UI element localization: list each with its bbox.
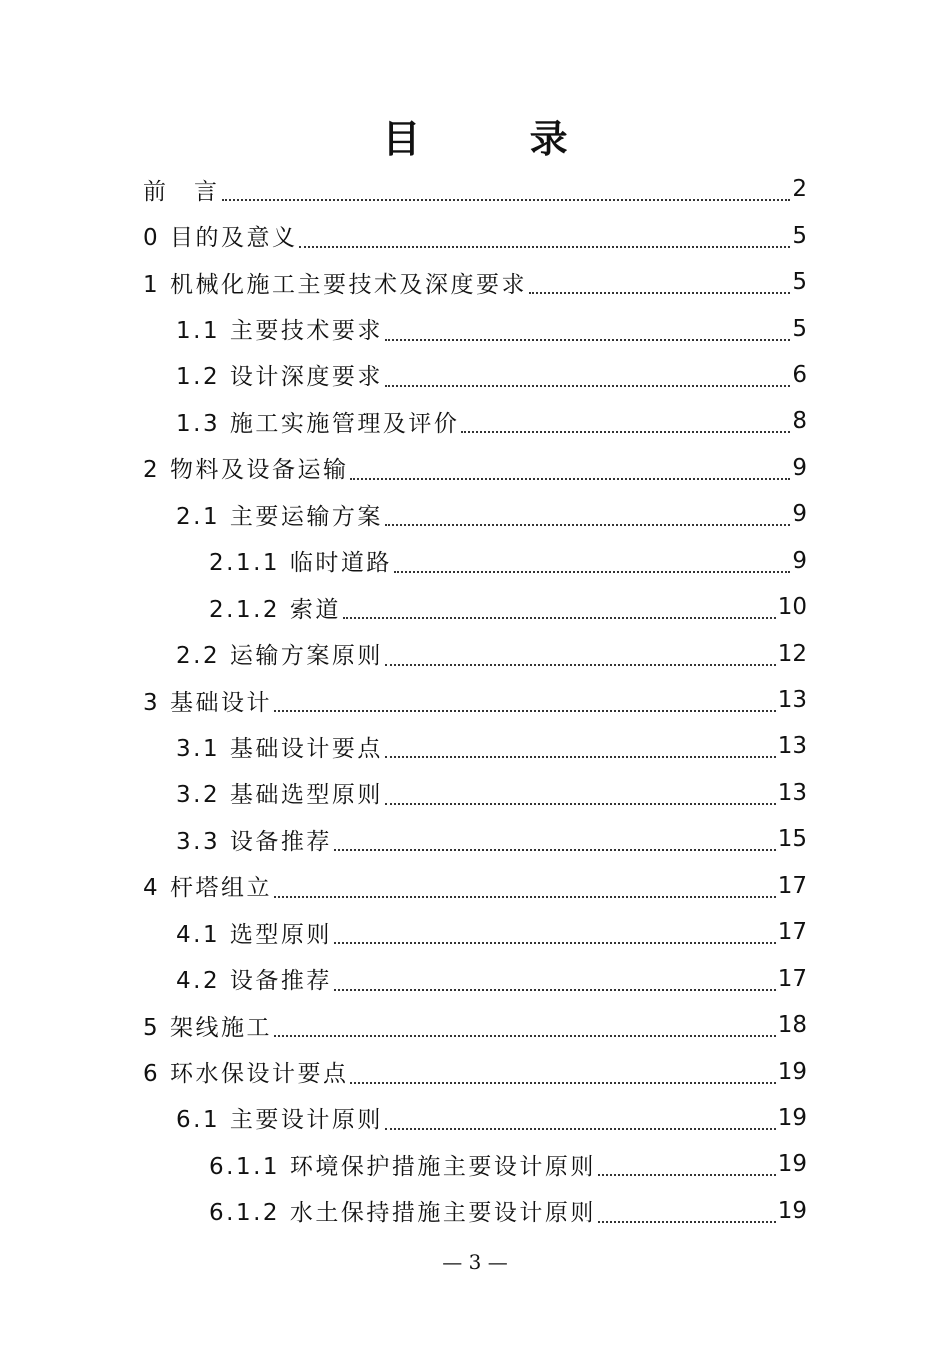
page-number-footer: — 3 — [442,1250,508,1274]
dot-leader [385,1116,776,1130]
toc-entry-label: 2.1.1 临时道路 [209,550,392,577]
toc-entry-page: 18 [777,1012,807,1039]
toc-entry-label: 2.1 主要运输方案 [176,503,383,530]
toc-entry-label: 2.2 运输方案原则 [176,643,383,670]
toc-entry-label: 前 言 [143,178,220,205]
toc-entry[interactable] [0,816,950,862]
toc-entry-label: 6.1.1 环境保护措施主要设计原则 [209,1153,596,1180]
dot-leader [385,744,776,758]
toc-entry-page: 8 [792,408,807,435]
toc-entry[interactable] [0,538,950,584]
toc-entry[interactable] [0,770,950,816]
dot-leader [394,559,791,573]
toc-entry[interactable] [0,909,950,955]
dot-leader [461,419,790,433]
toc-entry[interactable] [0,166,950,212]
toc-entry-label: 6.1 主要设计原则 [176,1107,383,1134]
dot-leader [385,327,790,341]
toc-entry-page: 13 [777,779,807,806]
toc-entry-label: 1.2 设计深度要求 [176,364,383,391]
toc-entry-page: 9 [792,454,807,481]
dot-leader [343,605,776,619]
toc-entry[interactable] [0,584,950,630]
toc-entry[interactable] [0,630,950,676]
toc-entry[interactable] [0,677,950,723]
toc-entry-label: 4.1 选型原则 [176,921,332,948]
dot-leader [274,884,776,898]
toc-entry[interactable] [0,1048,950,1094]
toc-entry[interactable] [0,1002,950,1048]
toc-entry-page: 2 [792,176,807,203]
toc-entry-page: 15 [777,826,807,853]
toc-entry-page: 5 [792,222,807,249]
toc-entry[interactable] [0,491,950,537]
toc-entry[interactable] [0,445,950,491]
toc-entry[interactable] [0,1141,950,1187]
toc-entry-label: 1 机械化施工主要技术及深度要求 [143,271,527,298]
toc-entry-page: 12 [777,640,807,667]
dot-leader [385,652,776,666]
toc-entry-page: 9 [792,547,807,574]
toc-entry[interactable] [0,398,950,444]
dot-leader [299,234,790,248]
dot-leader [334,837,776,851]
toc-entry-page: 13 [777,733,807,760]
dot-leader [598,1162,776,1176]
toc-entry-page: 10 [777,594,807,621]
toc-entry-label: 3.2 基础选型原则 [176,782,383,809]
toc-entry-page: 9 [792,501,807,528]
toc-entry-page: 17 [777,919,807,946]
toc-entry-label: 6 环水保设计要点 [143,1061,349,1088]
toc-entry-label: 3.3 设备推荐 [176,828,332,855]
toc-entry-label: 4.2 设备推荐 [176,968,332,995]
toc-entry-label: 2 物料及设备运输 [143,457,349,484]
toc-entry-page: 19 [777,1197,807,1224]
toc-entry[interactable] [0,955,950,1001]
toc-entry[interactable] [0,305,950,351]
dot-leader [350,1070,775,1084]
toc-entry-page: 5 [792,315,807,342]
toc-entry-page: 19 [777,1104,807,1131]
toc-entry-page: 5 [792,269,807,296]
dot-leader [385,373,790,387]
toc-entry-label: 4 杆塔组立 [143,875,272,902]
table-of-contents [0,166,950,1234]
dot-leader [274,698,776,712]
toc-entry[interactable] [0,259,950,305]
toc-entry-page: 13 [777,687,807,714]
toc-entry[interactable] [0,352,950,398]
dot-leader [529,280,790,294]
toc-entry-label: 1.1 主要技术要求 [176,318,383,345]
toc-entry-page: 17 [777,965,807,992]
toc-entry-page: 19 [777,1151,807,1178]
toc-entry[interactable] [0,723,950,769]
dot-leader [274,1023,776,1037]
dot-leader [222,187,791,201]
toc-entry-label: 3 基础设计 [143,689,272,716]
toc-entry-label: 3.1 基础设计要点 [176,735,383,762]
dot-leader [350,466,790,480]
toc-entry-page: 19 [777,1058,807,1085]
toc-entry[interactable] [0,1095,950,1141]
toc-entry[interactable] [0,863,950,909]
toc-entry-label: 6.1.2 水土保持措施主要设计原则 [209,1200,596,1227]
toc-entry-label: 2.1.2 索道 [209,596,341,623]
page-title: 目 录 [382,116,616,161]
dot-leader [385,512,790,526]
toc-entry-label: 0 目的及意义 [143,225,298,252]
toc-entry-page: 17 [777,872,807,899]
toc-entry-page: 6 [792,361,807,388]
toc-entry[interactable] [0,1188,950,1234]
toc-entry-label: 5 架线施工 [143,1014,272,1041]
dot-leader [598,1209,776,1223]
toc-entry-label: 1.3 施工实施管理及评价 [176,410,460,437]
dot-leader [334,977,776,991]
toc-entry[interactable] [0,212,950,258]
dot-leader [385,791,776,805]
dot-leader [334,930,776,944]
